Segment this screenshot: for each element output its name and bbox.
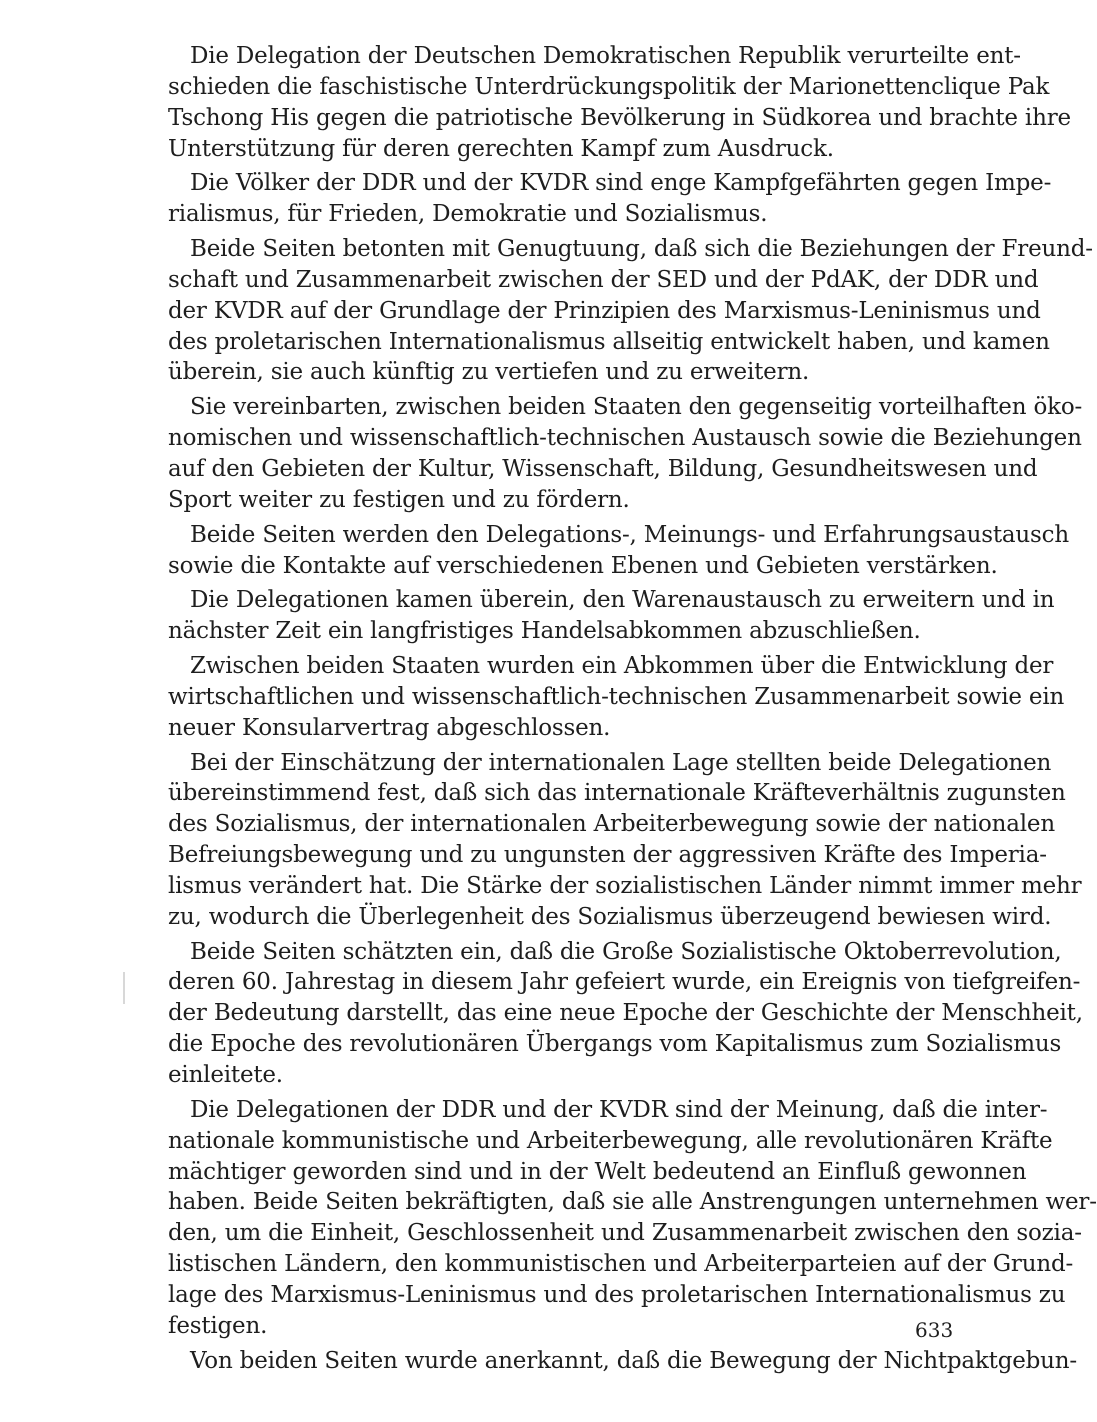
text-line: Von beiden Seiten wurde anerkannt, daß die Bewegung der Nichtpaktgebun- bbox=[190, 1347, 1077, 1374]
text-line: lismus verändert hat. Die Stärke der sozialistischen Länder nimmt immer mehr bbox=[168, 872, 1082, 899]
text-line: den, um die Einheit, Geschlossenheit und Zusammenarbeit zwischen den sozia- bbox=[168, 1220, 1082, 1247]
text-line: Beide Seiten werden den Delegations-, Meinungs- und Erfahrungsaustausch bbox=[190, 521, 1069, 548]
text-line: einleitete. bbox=[168, 1062, 283, 1088]
text-line: des Sozialismus, der internationalen Arbeiterbewegung sowie der nationalen bbox=[168, 811, 1055, 838]
paragraph bbox=[168, 168, 1052, 230]
text-line: auf den Gebieten der Kultur, Wissenschaft, Bildung, Gesundheitswesen und bbox=[168, 455, 1038, 482]
text-line: nationale kommunistische und Arbeiterbewegung, alle revolutionären Kräfte bbox=[168, 1127, 1053, 1154]
text-line: Die Delegationen kamen überein, den Warenaustausch zu erweitern und in bbox=[190, 587, 1055, 614]
text-line: des proletarischen Internationalismus allseitig entwickelt haben, und kamen bbox=[168, 328, 1050, 355]
text-line: mächtiger geworden sind und in der Welt bedeutend an Einfluß gewonnen bbox=[168, 1158, 1027, 1185]
text-line: festigen. bbox=[168, 1312, 268, 1339]
text-line: Unterstützung für deren gerechten Kampf zum Ausdruck. bbox=[168, 135, 834, 162]
text-line: Befreiungsbewegung und zu ungunsten der aggressiven Kräfte des Imperia- bbox=[168, 842, 1047, 869]
text-line: übereinstimmend fest, daß sich das internationale Kräfteverhältnis zugunsten bbox=[168, 780, 1066, 807]
text-line: Bei der Einschätzung der internationalen Lage stellten beide Delegationen bbox=[190, 749, 1052, 776]
text-line: Tschong His gegen die patriotische Bevölkerung in Südkorea und brachte ihre bbox=[168, 104, 1071, 131]
text-line: neuer Konsularvertrag abgeschlossen. bbox=[168, 714, 611, 741]
paragraph bbox=[168, 651, 1065, 744]
text-line: listischen Ländern, den kommunistischen und Arbeiterparteien auf der Grund- bbox=[168, 1251, 1074, 1278]
text-line: Beide Seiten schätzten ein, daß die Große Sozialistische Oktoberrevolution, bbox=[190, 938, 1062, 965]
text-line: Zwischen beiden Staaten wurden ein Abkommen über die Entwicklung der bbox=[190, 653, 1054, 680]
paragraph bbox=[168, 1095, 1097, 1342]
paragraph bbox=[168, 41, 1071, 164]
text-line: überein, sie auch künftig zu vertiefen und zu erweitern. bbox=[168, 359, 810, 386]
text-line: Sport weiter zu festigen und zu fördern. bbox=[168, 486, 630, 513]
text-line: sowie die Kontakte auf verschiedenen Ebenen und Gebieten verstärken. bbox=[168, 552, 998, 579]
text-line: wirtschaftlichen und wissenschaftlich-technischen Zusammenarbeit sowie ein bbox=[168, 683, 1065, 710]
margin-mark bbox=[123, 972, 125, 1004]
text-line: rialismus, für Frieden, Demokratie und Sozialismus. bbox=[168, 201, 768, 228]
paragraph bbox=[168, 748, 1082, 933]
text-line: deren 60. Jahrestag in diesem Jahr gefeiert wurde, ein Ereignis von tiefgreifen- bbox=[168, 969, 1081, 996]
paragraph bbox=[168, 392, 1083, 515]
text-line: Die Delegationen der DDR und der KVDR sind der Meinung, daß die inter- bbox=[190, 1096, 1048, 1123]
text-line: nomischen und wissenschaftlich-technischen Austausch sowie die Beziehungen bbox=[168, 425, 1082, 452]
body-text bbox=[168, 41, 1097, 1380]
paragraph bbox=[168, 1346, 1077, 1377]
text-line: lage des Marxismus-Leninismus und des proletarischen Internationalismus zu bbox=[168, 1281, 1066, 1308]
paragraph bbox=[168, 585, 1055, 647]
text-line: Die Delegation der Deutschen Demokratischen Republik verurteilte ent- bbox=[190, 43, 1021, 69]
text-line: der Bedeutung darstellt, das eine neue Epoche der Geschichte der Menschheit, bbox=[168, 1000, 1083, 1027]
paragraph bbox=[168, 520, 1069, 582]
text-line: zu, wodurch die Überlegenheit des Sozialismus überzeugend bewiesen wird. bbox=[168, 903, 1052, 930]
text-line: die Epoche des revolutionären Übergangs vom Kapitalismus zum Sozialismus bbox=[168, 1031, 1062, 1058]
text-line: nächster Zeit ein langfristiges Handelsabkommen abzuschließen. bbox=[168, 618, 921, 645]
page-number: 633 bbox=[915, 1318, 954, 1342]
text-line: Sie vereinbarten, zwischen beiden Staaten den gegenseitig vorteilhaften öko- bbox=[190, 394, 1083, 421]
paragraph bbox=[168, 937, 1083, 1091]
text-line: schaft und Zusammenarbeit zwischen der SED und der PdAK, der DDR und bbox=[168, 266, 1039, 293]
text-line: schieden die faschistische Unterdrückungspolitik der Marionettenclique Pak bbox=[168, 73, 1050, 100]
text-line: haben. Beide Seiten bekräftigten, daß sie alle Anstrengungen unternehmen wer- bbox=[168, 1189, 1097, 1216]
text-line: Die Völker der DDR und der KVDR sind enge Kampfgefährten gegen Impe- bbox=[190, 170, 1052, 197]
text-line: Beide Seiten betonten mit Genugtuung, daß sich die Beziehungen der Freund- bbox=[190, 236, 1093, 263]
paragraph bbox=[168, 234, 1093, 388]
text-line: der KVDR auf der Grundlage der Prinzipien des Marxismus-Leninismus und bbox=[168, 297, 1041, 324]
